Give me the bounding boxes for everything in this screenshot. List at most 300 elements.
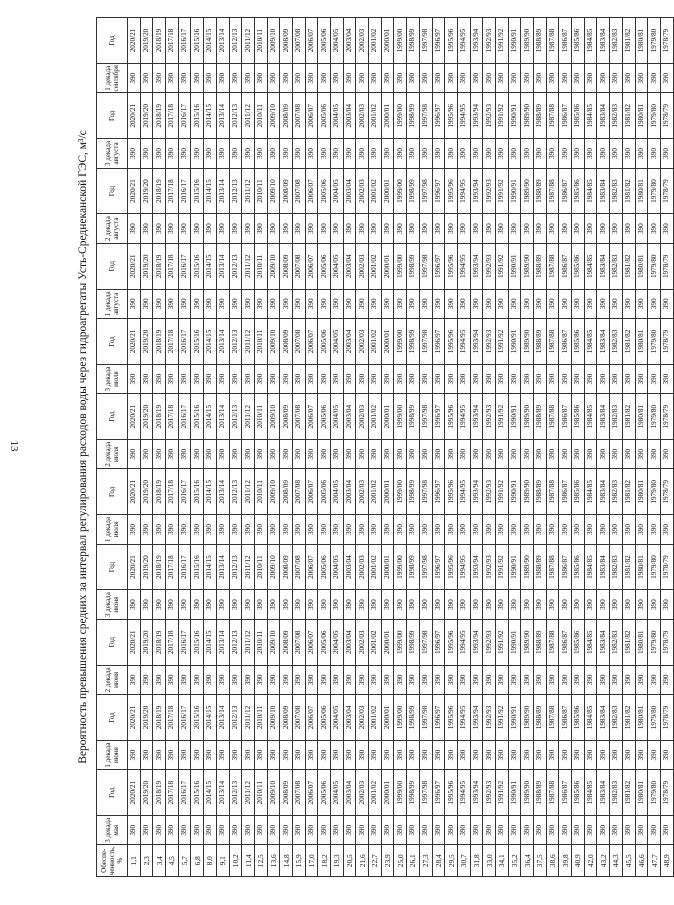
flow-value-cell: 390: [128, 364, 141, 393]
header-period: 1 декада августа: [97, 289, 128, 318]
table-row: [204, 18, 217, 877]
flow-value-cell: 390: [318, 740, 331, 769]
year-cell: 1992/93: [483, 394, 496, 440]
flow-value-cell: 390: [356, 665, 369, 694]
table-row: [267, 18, 280, 877]
flow-value-cell: 390: [470, 440, 483, 469]
probability-cell: 20,5: [343, 845, 356, 877]
flow-value-cell: 390: [229, 816, 242, 845]
year-cell: 1996/97: [432, 18, 445, 64]
year-cell: 1989/90: [521, 695, 534, 741]
flow-value-cell: 390: [445, 515, 458, 544]
flow-value-cell: 390: [419, 364, 432, 393]
year-cell: 2004/05: [331, 695, 344, 741]
probability-cell: 25,0: [394, 845, 407, 877]
probability-cell: 19,3: [331, 845, 344, 877]
flow-value-cell: 390: [660, 214, 673, 243]
year-cell: 2001/02: [369, 319, 382, 365]
probability-cell: 26,1: [407, 845, 420, 877]
year-cell: 1978/79: [660, 18, 673, 64]
flow-value-cell: 390: [419, 816, 432, 845]
flow-value-cell: 390: [305, 515, 318, 544]
flow-value-cell: 390: [445, 590, 458, 619]
year-cell: 1988/89: [534, 544, 547, 590]
year-cell: 1978/79: [660, 93, 673, 139]
flow-value-cell: 390: [191, 590, 204, 619]
year-cell: 2006/07: [305, 319, 318, 365]
flow-value-cell: 390: [572, 665, 585, 694]
year-cell: 2017/18: [166, 695, 179, 741]
year-cell: 2020/21: [128, 319, 141, 365]
table-row: [166, 18, 179, 877]
year-cell: 1986/87: [559, 168, 572, 214]
header-period: 1 декада июня: [97, 740, 128, 769]
flow-value-cell: 390: [280, 665, 293, 694]
year-cell: 2008/09: [280, 619, 293, 665]
year-cell: 2008/09: [280, 243, 293, 289]
flow-value-cell: 390: [572, 816, 585, 845]
year-cell: 1980/81: [635, 18, 648, 64]
year-cell: 1987/88: [546, 93, 559, 139]
year-cell: 1979/80: [648, 18, 661, 64]
flow-value-cell: 390: [584, 64, 597, 93]
flow-value-cell: 390: [254, 64, 267, 93]
year-cell: 2010/11: [254, 93, 267, 139]
flow-value-cell: 390: [280, 590, 293, 619]
flow-value-cell: 390: [495, 740, 508, 769]
year-cell: 1978/79: [660, 168, 673, 214]
year-cell: 2014/15: [204, 544, 217, 590]
flow-value-cell: 390: [140, 590, 153, 619]
year-cell: 1987/88: [546, 770, 559, 816]
rotated-page-content: [72, 17, 672, 877]
flow-value-cell: 390: [216, 364, 229, 393]
year-cell: 2011/12: [242, 18, 255, 64]
flow-value-cell: 390: [572, 364, 585, 393]
flow-value-cell: 390: [292, 289, 305, 318]
year-cell: 2003/04: [343, 619, 356, 665]
header-period: 2 декада июля: [97, 440, 128, 469]
year-cell: 2017/18: [166, 394, 179, 440]
flow-value-cell: 390: [584, 214, 597, 243]
year-cell: 1998/99: [407, 695, 420, 741]
year-cell: 2013/14: [216, 18, 229, 64]
year-cell: 1998/99: [407, 544, 420, 590]
year-cell: 1986/87: [559, 770, 572, 816]
year-cell: 2010/11: [254, 544, 267, 590]
year-cell: 1997/98: [419, 18, 432, 64]
flow-value-cell: 390: [432, 289, 445, 318]
flow-value-cell: 390: [584, 816, 597, 845]
flow-value-cell: 390: [445, 64, 458, 93]
year-cell: 2009/10: [267, 319, 280, 365]
year-cell: 1979/80: [648, 469, 661, 515]
flow-value-cell: 390: [369, 364, 382, 393]
flow-value-cell: 390: [445, 816, 458, 845]
year-cell: 2008/09: [280, 394, 293, 440]
flow-value-cell: 390: [610, 515, 623, 544]
flow-value-cell: 390: [331, 214, 344, 243]
flow-value-cell: 390: [483, 139, 496, 168]
year-cell: 1979/80: [648, 168, 661, 214]
flow-value-cell: 390: [457, 214, 470, 243]
flow-value-cell: 390: [584, 740, 597, 769]
flow-value-cell: 390: [546, 289, 559, 318]
year-cell: 1997/98: [419, 770, 432, 816]
year-cell: 1997/98: [419, 619, 432, 665]
flow-value-cell: 390: [204, 515, 217, 544]
flow-value-cell: 390: [178, 590, 191, 619]
flow-value-cell: 390: [216, 214, 229, 243]
year-cell: 2010/11: [254, 319, 267, 365]
flow-value-cell: 390: [356, 139, 369, 168]
flow-value-cell: 390: [153, 590, 166, 619]
probability-cell: 37,5: [534, 845, 547, 877]
probability-cell: 34,1: [495, 845, 508, 877]
year-cell: 1997/98: [419, 469, 432, 515]
probability-cell: 6,8: [191, 845, 204, 877]
flow-value-cell: 390: [660, 816, 673, 845]
year-cell: 1992/93: [483, 319, 496, 365]
flow-value-cell: 390: [635, 816, 648, 845]
flow-value-cell: 390: [445, 740, 458, 769]
flow-value-cell: 390: [318, 816, 331, 845]
year-cell: 1995/96: [445, 544, 458, 590]
flow-value-cell: 390: [254, 515, 267, 544]
year-cell: 2017/18: [166, 544, 179, 590]
flow-value-cell: 390: [178, 64, 191, 93]
year-cell: 2001/02: [369, 18, 382, 64]
probability-cell: 35,2: [508, 845, 521, 877]
flow-value-cell: 390: [280, 740, 293, 769]
flow-value-cell: 390: [534, 816, 547, 845]
flow-value-cell: 390: [483, 214, 496, 243]
flow-value-cell: 390: [267, 214, 280, 243]
flow-value-cell: 390: [204, 64, 217, 93]
flow-value-cell: 390: [331, 289, 344, 318]
flow-value-cell: 390: [356, 740, 369, 769]
flow-value-cell: 390: [140, 214, 153, 243]
year-cell: 2018/19: [153, 168, 166, 214]
flow-value-cell: 390: [178, 364, 191, 393]
year-cell: 2012/13: [229, 394, 242, 440]
flow-value-cell: 390: [521, 665, 534, 694]
flow-value-cell: 390: [521, 440, 534, 469]
table-row: [559, 18, 572, 877]
flow-value-cell: 390: [178, 515, 191, 544]
table-row: [305, 18, 318, 877]
header-year: Год: [97, 243, 128, 289]
year-cell: 2019/20: [140, 770, 153, 816]
flow-value-cell: 390: [648, 289, 661, 318]
year-cell: 1993/94: [470, 18, 483, 64]
year-cell: 2013/14: [216, 319, 229, 365]
flow-value-cell: 390: [495, 590, 508, 619]
year-cell: 2015/16: [191, 695, 204, 741]
flow-value-cell: 390: [572, 740, 585, 769]
flow-value-cell: 390: [166, 139, 179, 168]
flow-value-cell: 390: [597, 440, 610, 469]
table-row: [280, 18, 293, 877]
year-cell: 2016/17: [178, 770, 191, 816]
flow-value-cell: 390: [559, 515, 572, 544]
flow-value-cell: 390: [280, 515, 293, 544]
year-cell: 1994/95: [457, 619, 470, 665]
probability-cell: 42,0: [584, 845, 597, 877]
flow-value-cell: 390: [508, 515, 521, 544]
year-cell: 1988/89: [534, 168, 547, 214]
year-cell: 1983/84: [597, 544, 610, 590]
flow-value-cell: 390: [470, 740, 483, 769]
year-cell: 1997/98: [419, 394, 432, 440]
year-cell: 2006/07: [305, 544, 318, 590]
flow-value-cell: 390: [470, 665, 483, 694]
flow-value-cell: 390: [331, 139, 344, 168]
flow-value-cell: 390: [128, 214, 141, 243]
flow-value-cell: 390: [508, 364, 521, 393]
flow-value-cell: 390: [280, 139, 293, 168]
flow-value-cell: 390: [445, 364, 458, 393]
flow-value-cell: 390: [381, 64, 394, 93]
year-cell: 1983/84: [597, 770, 610, 816]
flow-value-cell: 390: [216, 64, 229, 93]
header-year: Год: [97, 319, 128, 365]
flow-value-cell: 390: [407, 139, 420, 168]
year-cell: 1984/85: [584, 619, 597, 665]
year-cell: 2000/01: [381, 168, 394, 214]
year-cell: 1979/80: [648, 619, 661, 665]
year-cell: 2020/21: [128, 93, 141, 139]
year-cell: 1985/86: [572, 695, 585, 741]
flow-value-cell: 390: [128, 740, 141, 769]
flow-value-cell: 390: [521, 289, 534, 318]
flow-value-cell: 390: [546, 214, 559, 243]
probability-cell: 11,4: [242, 845, 255, 877]
year-cell: 1998/99: [407, 469, 420, 515]
year-cell: 2019/20: [140, 544, 153, 590]
year-cell: 1991/92: [495, 770, 508, 816]
year-cell: 1980/81: [635, 319, 648, 365]
year-cell: 1989/90: [521, 619, 534, 665]
year-cell: 2005/06: [318, 619, 331, 665]
year-cell: 2020/21: [128, 18, 141, 64]
year-cell: 1999/00: [394, 93, 407, 139]
flow-value-cell: 390: [254, 440, 267, 469]
flow-value-cell: 390: [204, 214, 217, 243]
flow-value-cell: 390: [508, 289, 521, 318]
flow-value-cell: 390: [331, 740, 344, 769]
probability-cell: 14,8: [280, 845, 293, 877]
flow-value-cell: 390: [369, 816, 382, 845]
flow-value-cell: 390: [153, 665, 166, 694]
probability-cell: 29,5: [445, 845, 458, 877]
year-cell: 1994/95: [457, 243, 470, 289]
year-cell: 2000/01: [381, 319, 394, 365]
year-cell: 1982/83: [610, 319, 623, 365]
flow-value-cell: 390: [419, 214, 432, 243]
header-period: 3 декада мая: [97, 816, 128, 845]
flow-value-cell: 390: [445, 289, 458, 318]
year-cell: 1995/96: [445, 243, 458, 289]
flow-value-cell: 390: [229, 289, 242, 318]
flow-value-cell: 390: [597, 64, 610, 93]
year-cell: 2019/20: [140, 469, 153, 515]
flow-value-cell: 390: [521, 816, 534, 845]
flow-value-cell: 390: [394, 64, 407, 93]
year-cell: 2010/11: [254, 619, 267, 665]
flow-value-cell: 390: [381, 665, 394, 694]
flow-value-cell: 390: [648, 740, 661, 769]
year-cell: 1992/93: [483, 544, 496, 590]
flow-value-cell: 390: [432, 590, 445, 619]
flow-value-cell: 390: [128, 440, 141, 469]
flow-value-cell: 390: [572, 515, 585, 544]
flow-value-cell: 390: [343, 139, 356, 168]
flow-value-cell: 390: [648, 139, 661, 168]
flow-value-cell: 390: [457, 740, 470, 769]
flow-value-cell: 390: [648, 440, 661, 469]
flow-value-cell: 390: [128, 816, 141, 845]
year-cell: 2009/10: [267, 544, 280, 590]
year-cell: 2008/09: [280, 168, 293, 214]
flow-value-cell: 390: [534, 665, 547, 694]
year-cell: 1997/98: [419, 544, 432, 590]
year-cell: 2020/21: [128, 243, 141, 289]
year-cell: 1979/80: [648, 394, 661, 440]
table-row: [521, 18, 534, 877]
year-cell: 2004/05: [331, 93, 344, 139]
flow-value-cell: 390: [216, 740, 229, 769]
flow-value-cell: 390: [483, 289, 496, 318]
flow-value-cell: 390: [470, 515, 483, 544]
flow-value-cell: 390: [369, 515, 382, 544]
flow-value-cell: 390: [331, 816, 344, 845]
year-cell: 2016/17: [178, 243, 191, 289]
table-body: [128, 18, 674, 877]
table-row: [622, 18, 635, 877]
flow-value-cell: 390: [242, 515, 255, 544]
flow-value-cell: 390: [610, 289, 623, 318]
year-cell: 1981/82: [622, 93, 635, 139]
year-cell: 2013/14: [216, 544, 229, 590]
flow-value-cell: 390: [660, 665, 673, 694]
flow-value-cell: 390: [204, 139, 217, 168]
year-cell: 1991/92: [495, 394, 508, 440]
year-cell: 2002/03: [356, 619, 369, 665]
year-cell: 2003/04: [343, 695, 356, 741]
flow-value-cell: 390: [140, 665, 153, 694]
year-cell: 2014/15: [204, 93, 217, 139]
table-row: [419, 18, 432, 877]
year-cell: 1989/90: [521, 168, 534, 214]
year-cell: 1983/84: [597, 93, 610, 139]
flow-value-cell: 390: [534, 289, 547, 318]
table-row: [128, 18, 141, 877]
year-cell: 2009/10: [267, 243, 280, 289]
year-cell: 2018/19: [153, 770, 166, 816]
flow-value-cell: 390: [635, 64, 648, 93]
flow-value-cell: 390: [191, 289, 204, 318]
flow-value-cell: 390: [394, 816, 407, 845]
flow-value-cell: 390: [597, 139, 610, 168]
flow-value-cell: 390: [369, 139, 382, 168]
year-cell: 1996/97: [432, 770, 445, 816]
year-cell: 1979/80: [648, 93, 661, 139]
year-cell: 2015/16: [191, 243, 204, 289]
year-cell: 1981/82: [622, 319, 635, 365]
flow-value-cell: 390: [660, 289, 673, 318]
flow-value-cell: 390: [305, 816, 318, 845]
year-cell: 2000/01: [381, 619, 394, 665]
table-row: [648, 18, 661, 877]
year-cell: 2018/19: [153, 319, 166, 365]
flow-value-cell: 390: [305, 590, 318, 619]
year-cell: 2003/04: [343, 394, 356, 440]
year-cell: 2019/20: [140, 18, 153, 64]
year-cell: 2019/20: [140, 319, 153, 365]
year-cell: 1985/86: [572, 469, 585, 515]
year-cell: 2015/16: [191, 469, 204, 515]
flow-value-cell: 390: [495, 139, 508, 168]
flow-value-cell: 390: [267, 515, 280, 544]
year-cell: 2010/11: [254, 168, 267, 214]
flow-value-cell: 390: [648, 364, 661, 393]
year-cell: 1989/90: [521, 243, 534, 289]
page-number: 13: [8, 440, 20, 452]
flow-value-cell: 390: [381, 740, 394, 769]
year-cell: 1983/84: [597, 168, 610, 214]
flow-value-cell: 390: [140, 440, 153, 469]
flow-value-cell: 390: [292, 665, 305, 694]
table-row: [153, 18, 166, 877]
year-cell: 1992/93: [483, 243, 496, 289]
year-cell: 1979/80: [648, 544, 661, 590]
year-cell: 1989/90: [521, 93, 534, 139]
flow-value-cell: 390: [660, 440, 673, 469]
flow-value-cell: 390: [356, 590, 369, 619]
flow-value-cell: 390: [445, 139, 458, 168]
flow-value-cell: 390: [572, 440, 585, 469]
year-cell: 2000/01: [381, 544, 394, 590]
year-cell: 1987/88: [546, 319, 559, 365]
year-cell: 1992/93: [483, 18, 496, 64]
flow-value-cell: 390: [495, 364, 508, 393]
year-cell: 1996/97: [432, 243, 445, 289]
flow-value-cell: 390: [381, 139, 394, 168]
flow-value-cell: 390: [534, 440, 547, 469]
year-cell: 1989/90: [521, 18, 534, 64]
year-cell: 2006/07: [305, 93, 318, 139]
year-cell: 2017/18: [166, 18, 179, 64]
year-cell: 1989/90: [521, 394, 534, 440]
flow-value-cell: 390: [546, 364, 559, 393]
flow-value-cell: 390: [166, 665, 179, 694]
year-cell: 1991/92: [495, 469, 508, 515]
flow-value-cell: 390: [343, 816, 356, 845]
year-cell: 1983/84: [597, 695, 610, 741]
year-cell: 1984/85: [584, 469, 597, 515]
year-cell: 1978/79: [660, 770, 673, 816]
year-cell: 1984/85: [584, 544, 597, 590]
year-cell: 2020/21: [128, 168, 141, 214]
year-cell: 2012/13: [229, 619, 242, 665]
flow-value-cell: 390: [153, 364, 166, 393]
document-title: Вероятность превышения средних за интервал регулирования расходов воды через гидроагрегаты Усть-Среднеканской ГЭС, м³/с: [77, 130, 89, 764]
flow-value-cell: 390: [178, 816, 191, 845]
flow-value-cell: 390: [292, 139, 305, 168]
year-cell: 2014/15: [204, 469, 217, 515]
flow-value-cell: 390: [534, 364, 547, 393]
